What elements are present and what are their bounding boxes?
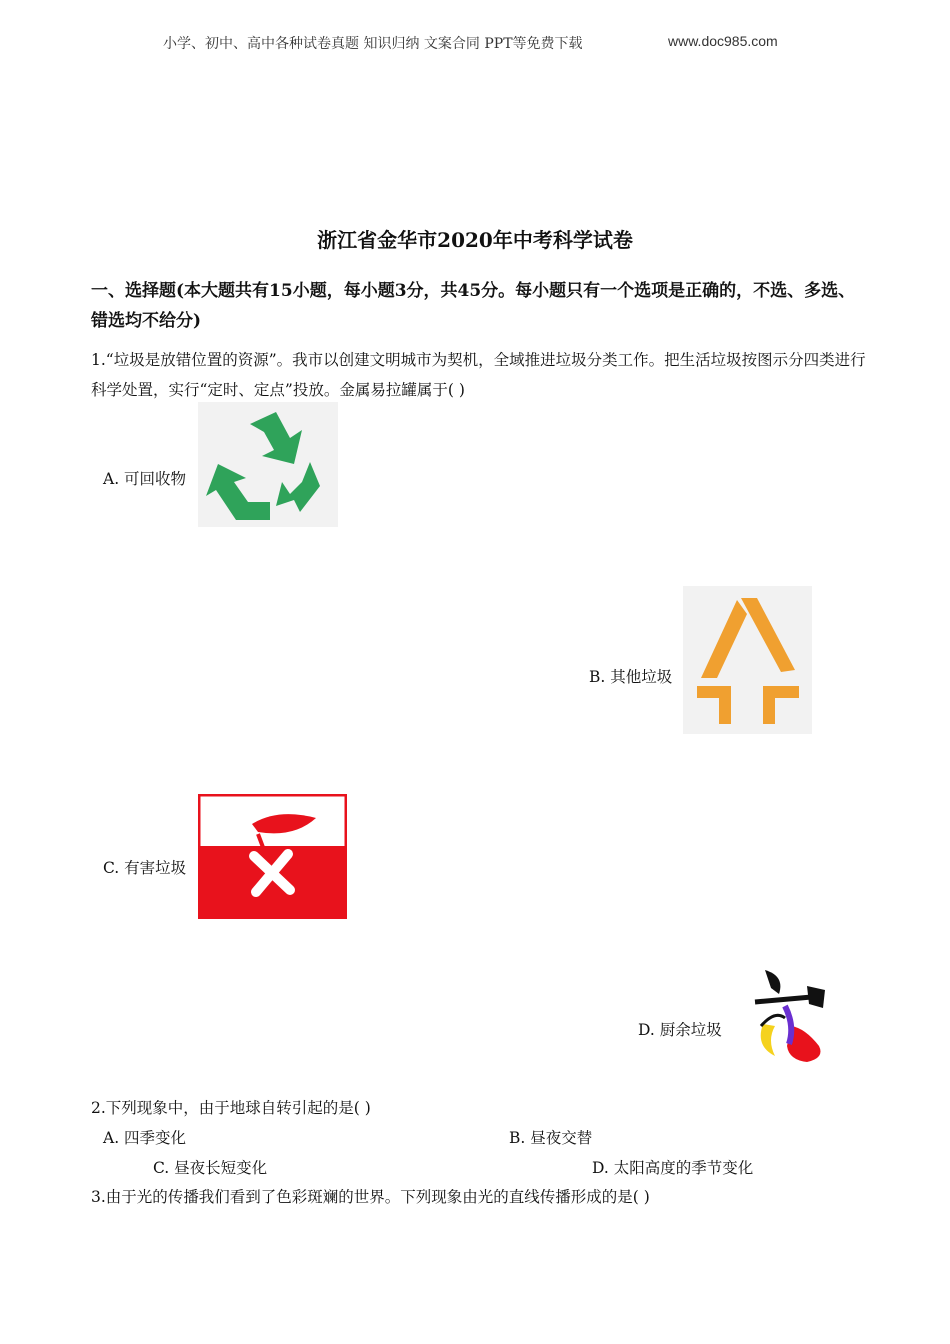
q1-option-b[interactable]: B. 其他垃圾 (589, 668, 673, 686)
page-title: 浙江省金华市2020年中考科学试卷 (317, 228, 633, 252)
kitchen-waste-icon (745, 966, 833, 1066)
header-text: 小学、初中、高中各种试卷真题 知识归纳 文案合同 PPT等免费下载 (163, 36, 583, 52)
hazardous-waste-icon (198, 794, 347, 919)
section-heading: 一、选择题(本大题共有15小题，每小题3分，共45分。每小题只有一个选项是正确的，不选、多选、错选均不给分) (91, 281, 856, 331)
q1-option-a[interactable]: A. 可回收物 (103, 470, 187, 488)
header-site-link[interactable]: www.doc985.com (668, 33, 778, 49)
q2-option-d[interactable]: D. 太阳高度的季节变化 (592, 1159, 754, 1177)
other-waste-icon (683, 586, 812, 734)
q2-option-a[interactable]: A. 四季变化 (103, 1129, 187, 1147)
recycle-icon (198, 402, 338, 527)
question-1-text: 1.“垃圾是放错位置的资源”。我市以创建文明城市为契机，全域推进垃圾分类工作。把生活垃圾按图示分四类进行科学处置，实行“定时、定点”投放。金属易拉罐属于( ) (91, 351, 866, 399)
q1-option-d[interactable]: D. 厨余垃圾 (638, 1021, 722, 1039)
question-3-text: 3.由于光的传播我们看到了色彩斑斓的世界。下列现象由光的直线传播形成的是( ) (91, 1188, 650, 1206)
q2-option-c[interactable]: C. 昼夜长短变化 (153, 1159, 268, 1177)
question-2-text: 2.下列现象中，由于地球自转引起的是( ) (91, 1099, 371, 1117)
q2-option-b[interactable]: B. 昼夜交替 (509, 1129, 593, 1147)
q1-option-c[interactable]: C. 有害垃圾 (103, 859, 187, 877)
